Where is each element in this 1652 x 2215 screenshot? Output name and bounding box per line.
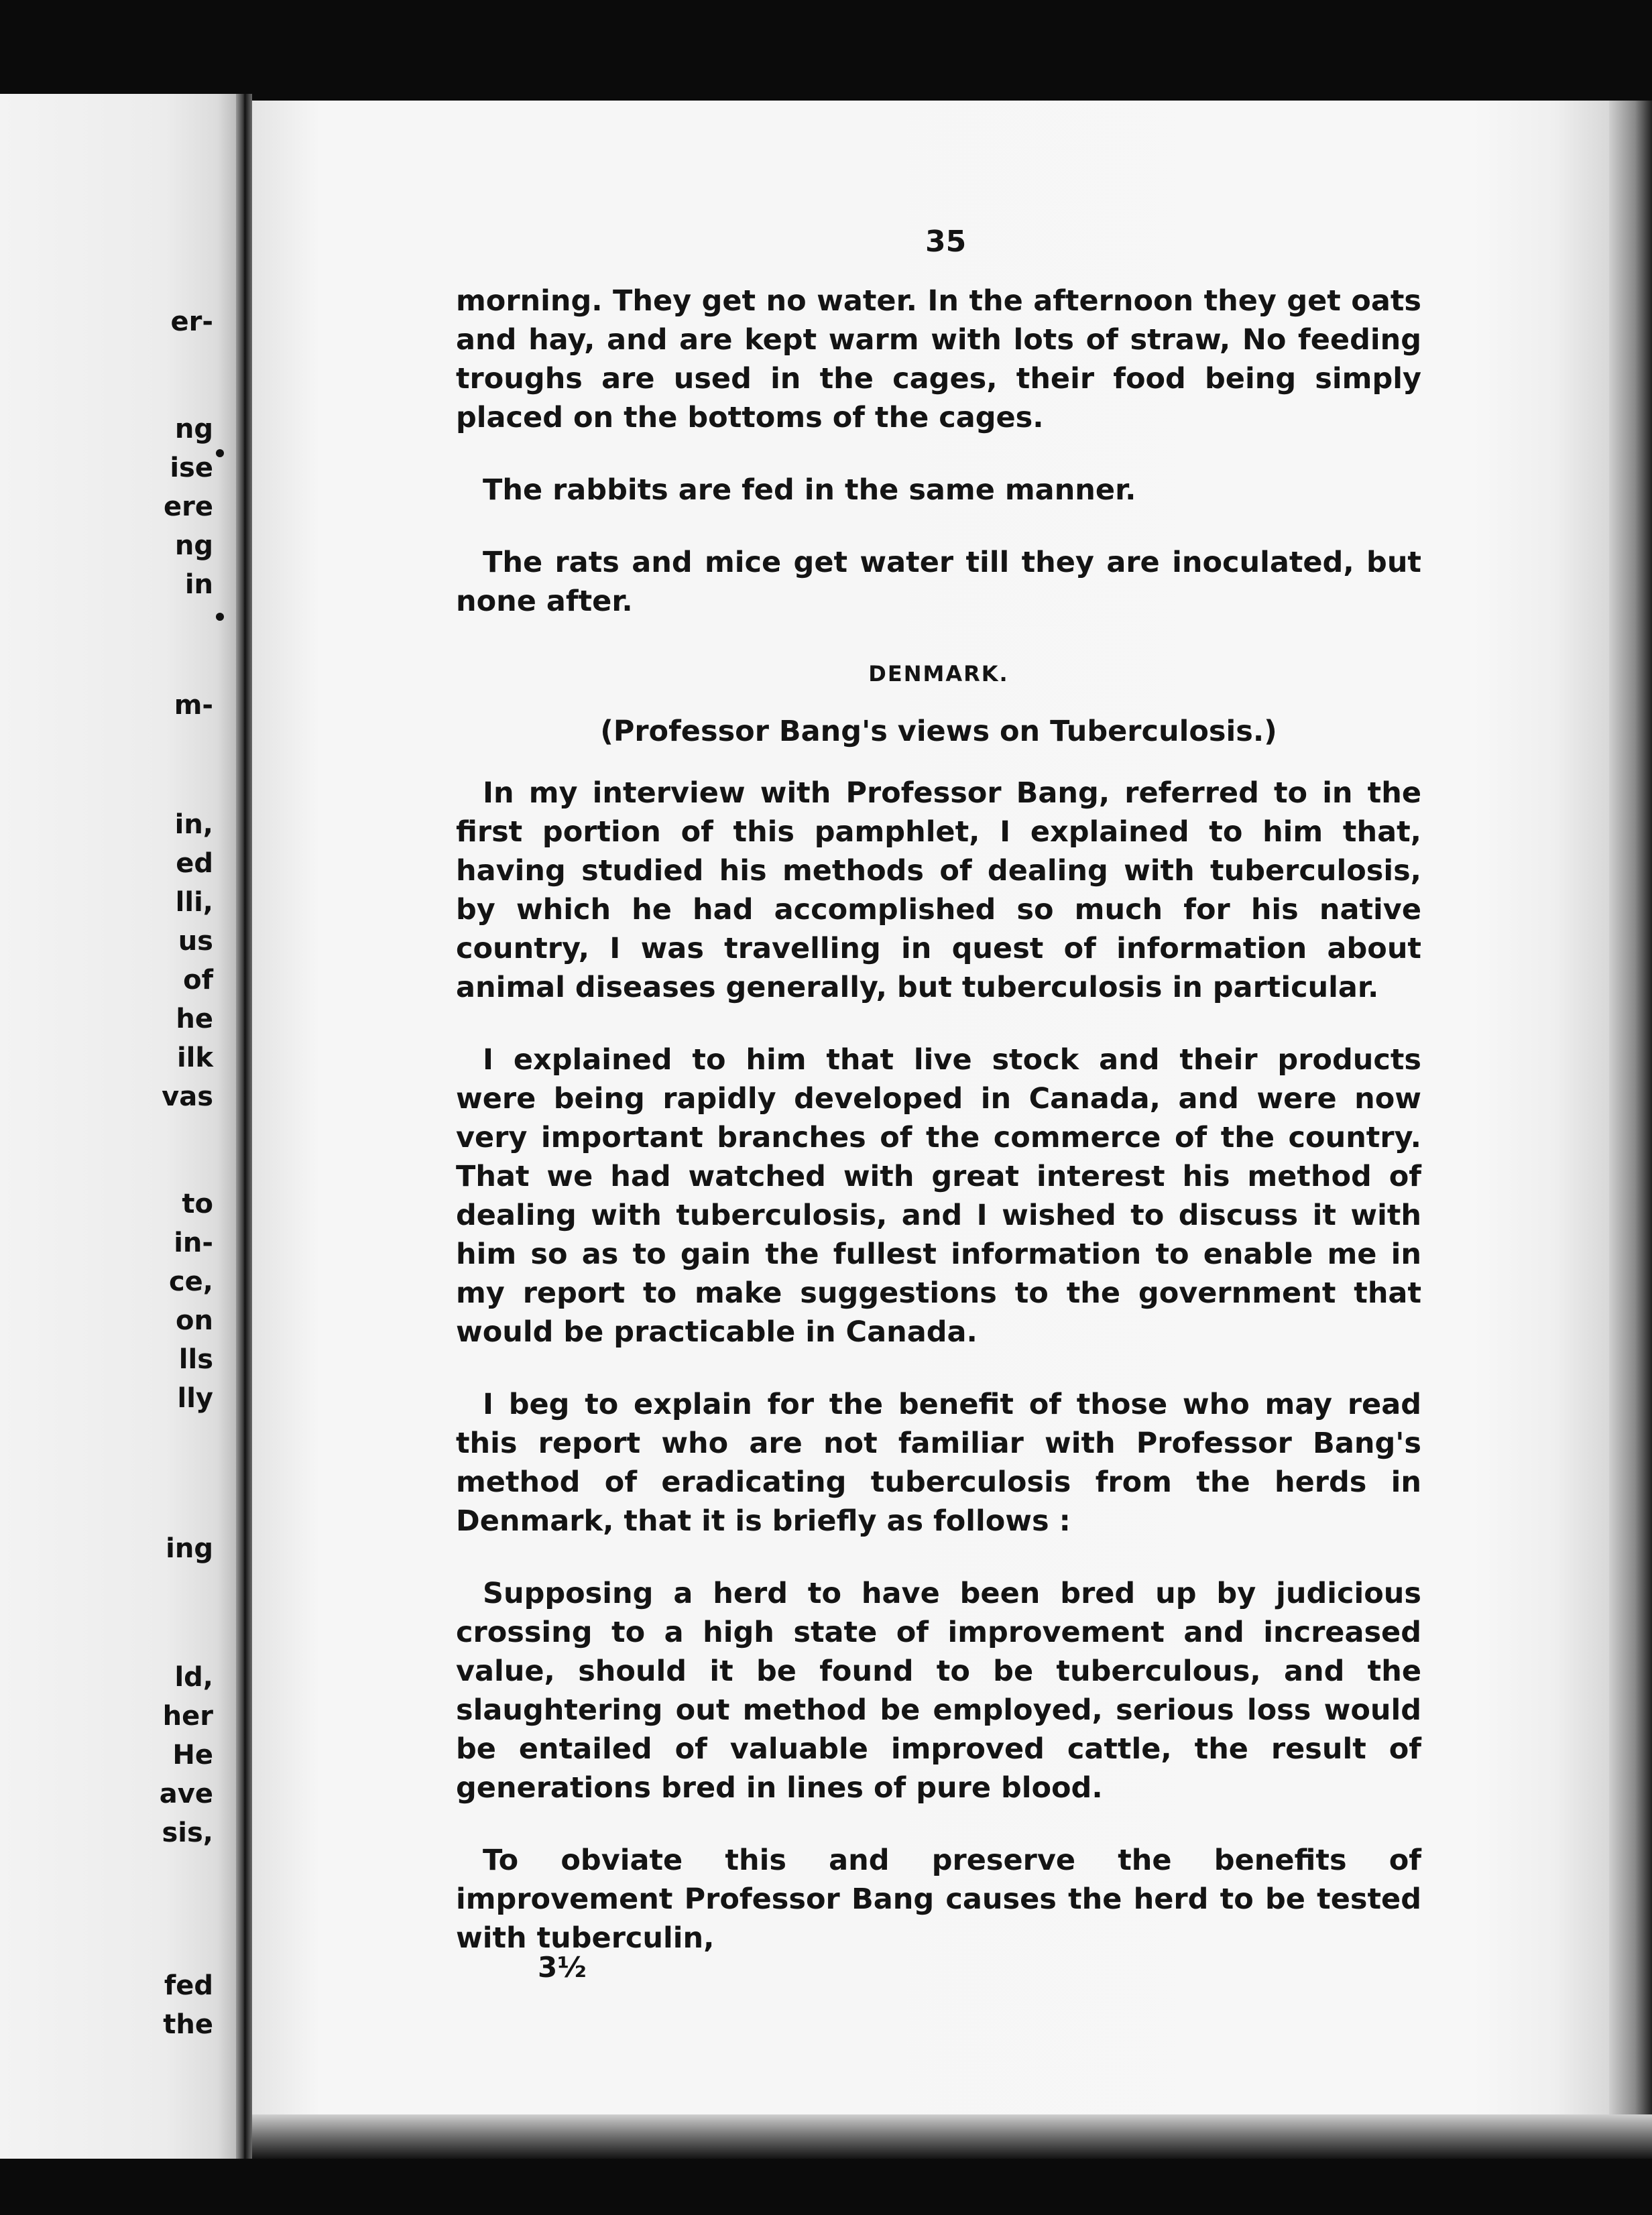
left-fragment: in <box>184 569 213 600</box>
section-subheading: (Professor Bang's views on Tuberculosis.) <box>600 715 1277 748</box>
paragraph: morning. They get no water. In the afternoon they get oats and hay, and are kept warm with lots of straw, No feeding troughs are used in the cages, their food being simply placed on the bottoms of the cages. <box>456 284 1421 434</box>
paragraph: The rabbits are fed in the same manner. <box>483 473 1136 507</box>
left-fragment: er- <box>170 306 213 337</box>
paragraph: In my interview with Professor Bang, referred to in the first portion of this pamphlet, I explained to him that, having studied his methods of dealing with tuberculosis, by which he had accomplished so much for his native country, I was travelling in quest of information about animal diseases generally, but tuberculosis in particular. <box>456 776 1421 1004</box>
left-fragment: in- <box>174 1228 213 1258</box>
left-page-fragment <box>0 94 236 2159</box>
stitch-hole <box>216 449 224 457</box>
paragraph: I explained to him that live stock and their products were being rapidly developed in Canada, and were now very important branches of the commerce of the country. That we had watched with great interest his method of dealing with tuberculosis, and I wished to discuss it with him so as to gain the fullest information to enable me in my report to make suggestions to the government that would be practicable in Canada. <box>456 1043 1421 1349</box>
left-fragment: ce, <box>168 1266 213 1297</box>
left-fragment: ed <box>176 848 213 879</box>
left-fragment: of <box>183 965 213 996</box>
page-number: 35 <box>925 225 967 259</box>
left-fragment: He <box>172 1740 213 1771</box>
left-fragment: us <box>178 926 213 957</box>
left-fragment: her <box>162 1701 213 1732</box>
paragraph: I beg to explain for the benefit of those who may read this report who are not familiar with Professor Bang's method of eradicating tuberculosis from the herds in Denmark, that it is briefly as follows : <box>456 1388 1421 1538</box>
left-fragment: ave <box>159 1779 213 1809</box>
paragraph: To obviate this and preserve the benefits of improvement Professor Bang causes the herd to be tested with tuberculin, <box>456 1844 1421 1955</box>
left-fragment: ere <box>164 491 213 522</box>
left-fragment: m- <box>174 690 213 721</box>
left-fragment: vas <box>162 1081 213 1112</box>
page-body <box>456 282 1421 1991</box>
section-heading: DENMARK. <box>868 661 1009 686</box>
left-fragment: on <box>176 1305 213 1336</box>
paragraph: Supposing a herd to have been bred up by judicious crossing to a high state of improvement and increased value, should it be found to be tuberculous, and the slaughtering out method be employed, serious loss would be entailed of valuable improved cattle, the result of generations bred in lines of pure blood. <box>456 1577 1421 1805</box>
page-edge-shadow <box>1609 101 1652 2114</box>
left-fragment: to <box>182 1189 213 1219</box>
left-fragment: lli, <box>175 887 213 918</box>
left-fragment: lly <box>177 1383 213 1414</box>
bottom-edge-shadow <box>252 2114 1652 2159</box>
left-fragment: ise <box>170 453 213 483</box>
left-fragment: ilk <box>176 1042 213 1073</box>
left-fragment: he <box>176 1004 213 1034</box>
left-fragment: sis, <box>162 1817 213 1848</box>
left-fragment: the <box>163 2009 213 2040</box>
left-fragment: ing <box>166 1533 213 1564</box>
left-fragment: ng <box>174 414 213 444</box>
paragraph: The rats and mice get water till they are inoculated, but none after. <box>456 546 1421 618</box>
left-fragment: fed <box>164 1970 213 2001</box>
book-gutter <box>236 94 252 2159</box>
left-fragment: in, <box>174 809 213 840</box>
stitch-hole <box>216 613 224 621</box>
left-fragment: lls <box>178 1344 213 1375</box>
printer-signature-mark: 3½ <box>538 1951 587 1984</box>
left-fragment: ld, <box>174 1662 213 1693</box>
left-fragment: ng <box>174 530 213 561</box>
